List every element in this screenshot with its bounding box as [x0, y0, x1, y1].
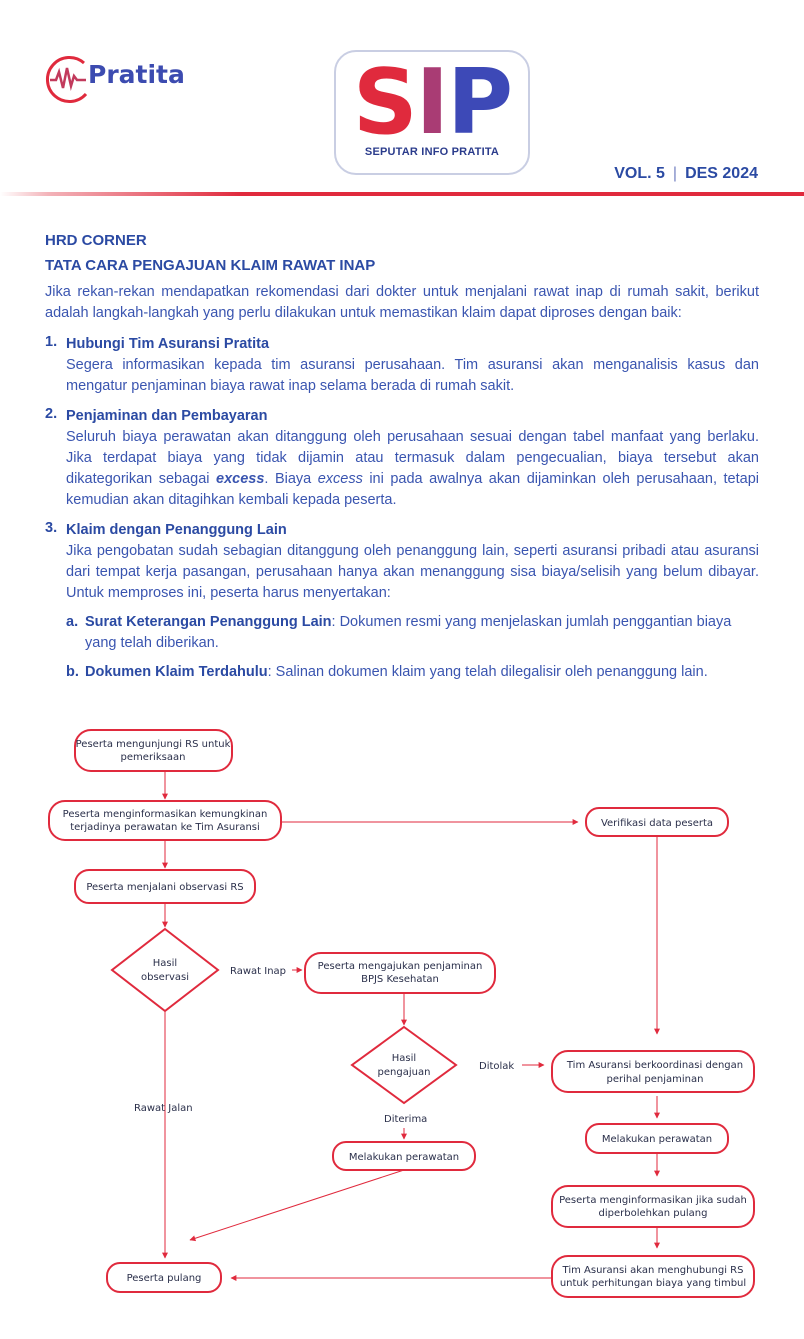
node-discharge-label: Peserta pulang: [126, 1273, 202, 1284]
node-verify-data-label: Verifikasi data peserta: [600, 818, 714, 829]
brand-name: Pratita: [88, 60, 185, 89]
step-heading: Penjaminan dan Pembayaran: [66, 408, 268, 424]
step-body: Segera informasikan kepada tim asuransi perusahaan. Tim asuransi akan menganalisis kasus dan mengatur penjaminan biaya rawat inap selama berada di rumah sakit.: [66, 357, 759, 394]
edge-label-rawat-jalan: Rawat Jalan: [134, 1103, 193, 1114]
sip-title: SIP: [352, 50, 512, 155]
sub-text: : Salinan dokumen klaim yang telah dilegalisir oleh penanggung lain.: [267, 664, 708, 680]
section-label: HRD CORNER: [45, 232, 147, 249]
edge-label-ditolak: Ditolak: [479, 1061, 515, 1072]
sub-label: Surat Keterangan Penanggung Lain: [85, 614, 332, 630]
node-inform-insurance: [49, 801, 281, 840]
step-body: Seluruh biaya perawatan akan ditanggung oleh perusahaan sesuai dengan tabel manfaat yang berlaku. Jika terdapat biaya yang tidak dijamin atau termasuk dalam pengecualian, biaya tersebut akan dikategorikan sebagai excess. Biaya excess ini pada awalnya akan dijaminkan oleh perusahaan, tetapi kemudian akan ditagihkan kembali kepada peserta.: [66, 429, 759, 508]
step-number: 3.: [45, 520, 58, 536]
node-coordinate: [552, 1051, 754, 1092]
node-visit-hospital: [75, 730, 232, 771]
decision-request-result: [352, 1027, 456, 1103]
issue-separator: |: [672, 165, 678, 182]
step-body: Jika pengobatan sudah sebagian ditanggung oleh penanggung lain, seperti asuransi pribadi atau asuransi dari tempat kerja pasangan, perusahaan hanya akan menanggung sisa biaya/selisih yang belum dibayar. Untuk memproses ini, peserta harus menyertakan:: [66, 543, 759, 601]
excess-term-2: excess: [317, 471, 363, 487]
sub-label: Dokumen Klaim Terdahulu: [85, 664, 268, 680]
step-heading: Hubungi Tim Asuransi Pratita: [66, 336, 270, 352]
step-number: 1.: [45, 334, 58, 350]
step-number: 2.: [45, 406, 58, 422]
sub-letter: b.: [66, 664, 79, 680]
sip-subtitle: SEPUTAR INFO PRATITA: [364, 146, 500, 158]
node-inform-discharge-label: Peserta menginformasikan jika sudah diperbolehkan pulang: [559, 1195, 747, 1219]
node-bpjs-request: [305, 953, 495, 993]
node-bpjs-request-label: Peserta mengajukan penjaminan BPJS Kesehatan: [317, 961, 483, 985]
node-observation-label: Peserta menjalani observasi RS: [86, 882, 244, 893]
node-visit-hospital-label: Peserta mengunjungi RS untuk pemeriksaan: [75, 739, 231, 763]
volume-label: VOL. 5: [614, 165, 665, 182]
node-contact-hospital: [552, 1256, 754, 1297]
node-coordinate-label: Tim Asuransi berkoordinasi dengan perihal penjaminan: [566, 1060, 744, 1085]
decision-observation-label: Hasil observasi: [141, 958, 189, 983]
node-treatment-left-label: Melakukan perawatan: [348, 1152, 460, 1163]
excess-term: excess: [216, 471, 265, 487]
edge-n5-n6: [190, 1170, 404, 1240]
step-heading: Klaim dengan Penanggung Lain: [66, 522, 287, 538]
node-inform-insurance-label: Peserta menginformasikan kemungkinan terjadinya perawatan ke Tim Asuransi: [62, 809, 268, 833]
article-title: TATA CARA PENGAJUAN KLAIM RAWAT INAP: [45, 257, 376, 274]
issue-date: DES 2024: [685, 165, 758, 182]
node-inform-discharge: [552, 1186, 754, 1227]
edge-label-diterima: Diterima: [384, 1114, 428, 1125]
decision-observation-result: [112, 929, 218, 1011]
node-treatment-right-label: Melakukan perawatan: [601, 1134, 713, 1145]
sub-text: : Dokumen resmi yang menjelaskan jumlah penggantian biaya yang telah diberikan.: [85, 614, 732, 651]
article-intro: Jika rekan-rekan mendapatkan rekomendasi dari dokter untuk menjalani rawat inap di rumah sakit, berikut adalah langkah-langkah yang perlu dilakukan untuk memastikan klaim dapat diproses dengan baik:: [45, 284, 759, 321]
node-contact-hospital-label: Tim Asuransi akan menghubungi RS untuk perhitungan biaya yang timbul: [559, 1265, 747, 1289]
sub-letter: a.: [66, 614, 79, 630]
edge-label-rawat-inap: Rawat Inap: [230, 966, 287, 977]
decision-request-label: Hasil pengajuan: [377, 1053, 431, 1078]
